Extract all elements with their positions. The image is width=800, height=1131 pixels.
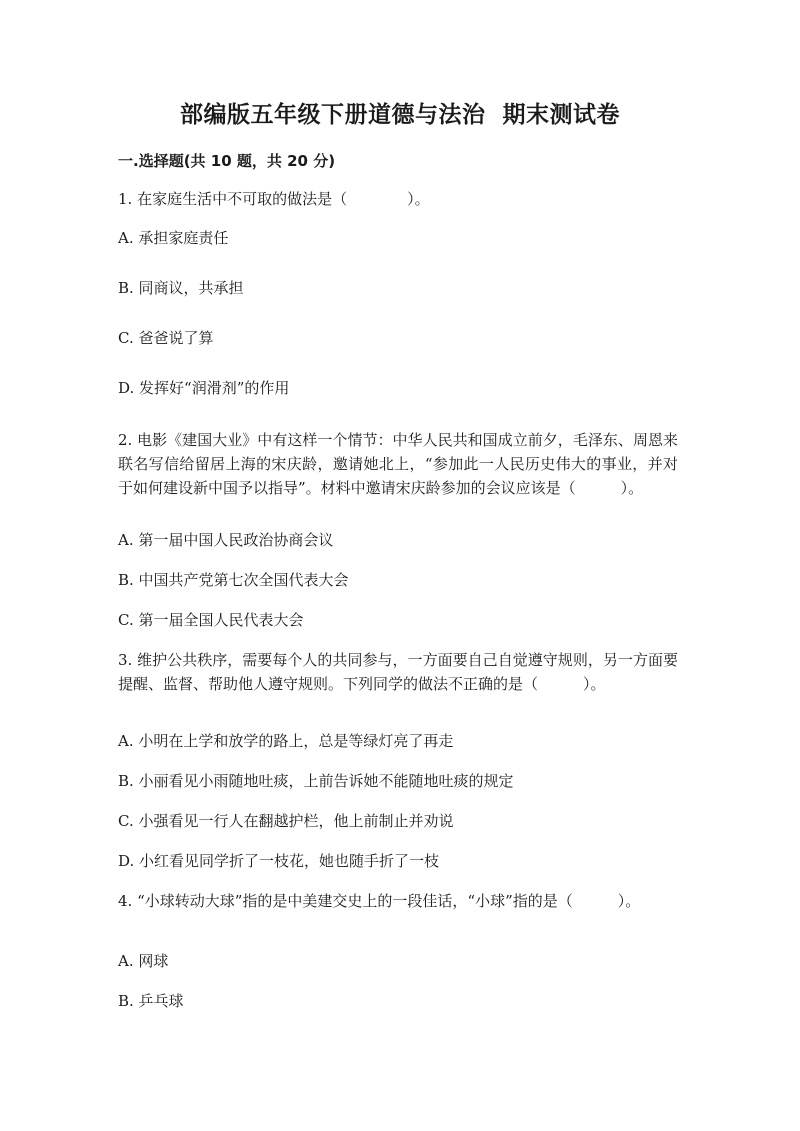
question-3-option-d: D. 小红看见同学折了一枝花，她也随手折了一枝 — [118, 852, 440, 870]
question-3-option-c: C. 小强看见一行人在翻越护栏，他上前制止并劝说 — [118, 812, 454, 830]
question-4-option-a: A. 网球 — [118, 952, 169, 970]
question-1-option-c: C. 爸爸说了算 — [118, 329, 214, 347]
question-4-stem: 4. “小球转动大球”指的是中美建交史上的一段佳话，“小球”指的是（ ）。 — [118, 892, 641, 910]
question-3-option-b: B. 小丽看见小雨随地吐痰，上前告诉她不能随地吐痰的规定 — [118, 772, 514, 790]
question-2-option-a: A. 第一届中国人民政治协商会议 — [118, 531, 334, 549]
section-heading: 一.选择题(共 10 题，共 20 分) — [118, 152, 336, 170]
page-title: 部编版五年级下册道德与法治 期末测试卷 — [179, 102, 620, 128]
question-1-option-d: D. 发挥好“润滑剂”的作用 — [118, 379, 290, 397]
question-4-option-b: B. 乒乓球 — [118, 992, 184, 1010]
question-2-option-c: C. 第一届全国人民代表大会 — [118, 611, 304, 629]
question-2-stem: 2. 电影《建国大业》中有这样一个情节：中华人民共和国成立前夕，毛泽东、周恩来联名写信给留居上海的宋庆龄，邀请她北上，“参加此一人民历史伟大的事业，并对于如何建设新中国予以指导”。材料中邀请宋庆龄参加的会议应该是（ ）。 — [118, 431, 678, 497]
question-3-stem: 3. 维护公共秩序，需要每个人的共同参与，一方面要自己自觉遵守规则，另一方面要提醒、监督、帮助他人遵守规则。下列同学的做法不正确的是（ ）。 — [118, 651, 678, 693]
question-3-option-a: A. 小明在上学和放学的路上，总是等绿灯亮了再走 — [118, 732, 454, 750]
question-1-stem: 1. 在家庭生活中不可取的做法是（ ）。 — [118, 190, 430, 208]
question-2-option-b: B. 中国共产党第七次全国代表大会 — [118, 571, 349, 589]
question-1-option-a: A. 承担家庭责任 — [118, 229, 229, 247]
question-1-option-b: B. 同商议，共承担 — [118, 279, 244, 297]
